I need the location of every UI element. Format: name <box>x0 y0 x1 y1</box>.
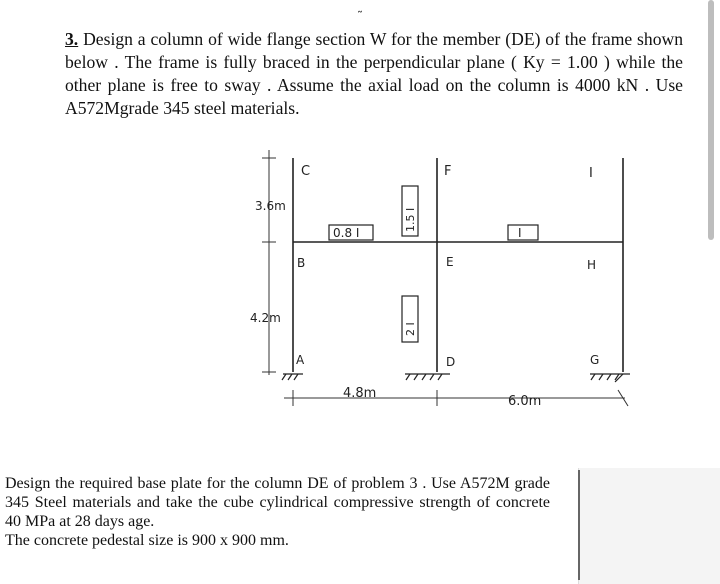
box-beam-right <box>508 225 538 240</box>
dim-height-lower: 4.2m <box>250 311 281 325</box>
supports <box>282 374 630 382</box>
dim-span-left: 4.8m <box>343 386 377 401</box>
height-dimensions <box>262 150 276 375</box>
label-column-upper: 1.5 I <box>404 207 417 232</box>
joint-E: E <box>446 255 454 269</box>
label-beam-left: 0.8 I <box>333 226 360 240</box>
label-beam-right: I <box>518 226 522 240</box>
right-panel <box>578 468 720 584</box>
base-plate-text: Design the required base plate for the column DE of problem 3 . Use A572M grade 345 Steel materials and take the cube cylindrical compressive strength of concrete 40 MPa at 28 days age. <box>5 475 550 530</box>
joint-C: C <box>301 164 311 179</box>
span-dimensions <box>284 390 628 406</box>
joint-D: D <box>446 355 456 369</box>
joint-B: B <box>297 256 306 270</box>
top-mark: ˷ <box>357 0 363 13</box>
frame-members <box>293 158 623 372</box>
problem-text: Design a column of wide flange section W for the member (DE) of the frame shown below . The frame is fully braced in the perpendicular plane ( Ky = 1.00 ) while the other plane is free to sway . Assume the axial load on the column is 4000 kN . Use A572Mgrade 345 steel materials. <box>65 29 683 118</box>
joint-H: H <box>587 258 597 272</box>
pedestal-text: The concrete pedestal size is 900 x 900 mm. <box>5 532 289 549</box>
joint-G: G <box>590 353 600 367</box>
joint-A: A <box>296 353 305 367</box>
right-panel-divider <box>578 470 580 580</box>
dim-height-upper: 3.6m <box>255 199 286 213</box>
dim-span-right: 6.0m <box>508 394 542 409</box>
problem-number: 3. <box>65 29 79 49</box>
joint-F: F <box>444 164 452 179</box>
joint-I: I <box>589 166 593 181</box>
scrollbar[interactable] <box>708 0 714 240</box>
base-plate-task <box>5 474 550 550</box>
label-column-lower: 2 I <box>404 322 417 336</box>
